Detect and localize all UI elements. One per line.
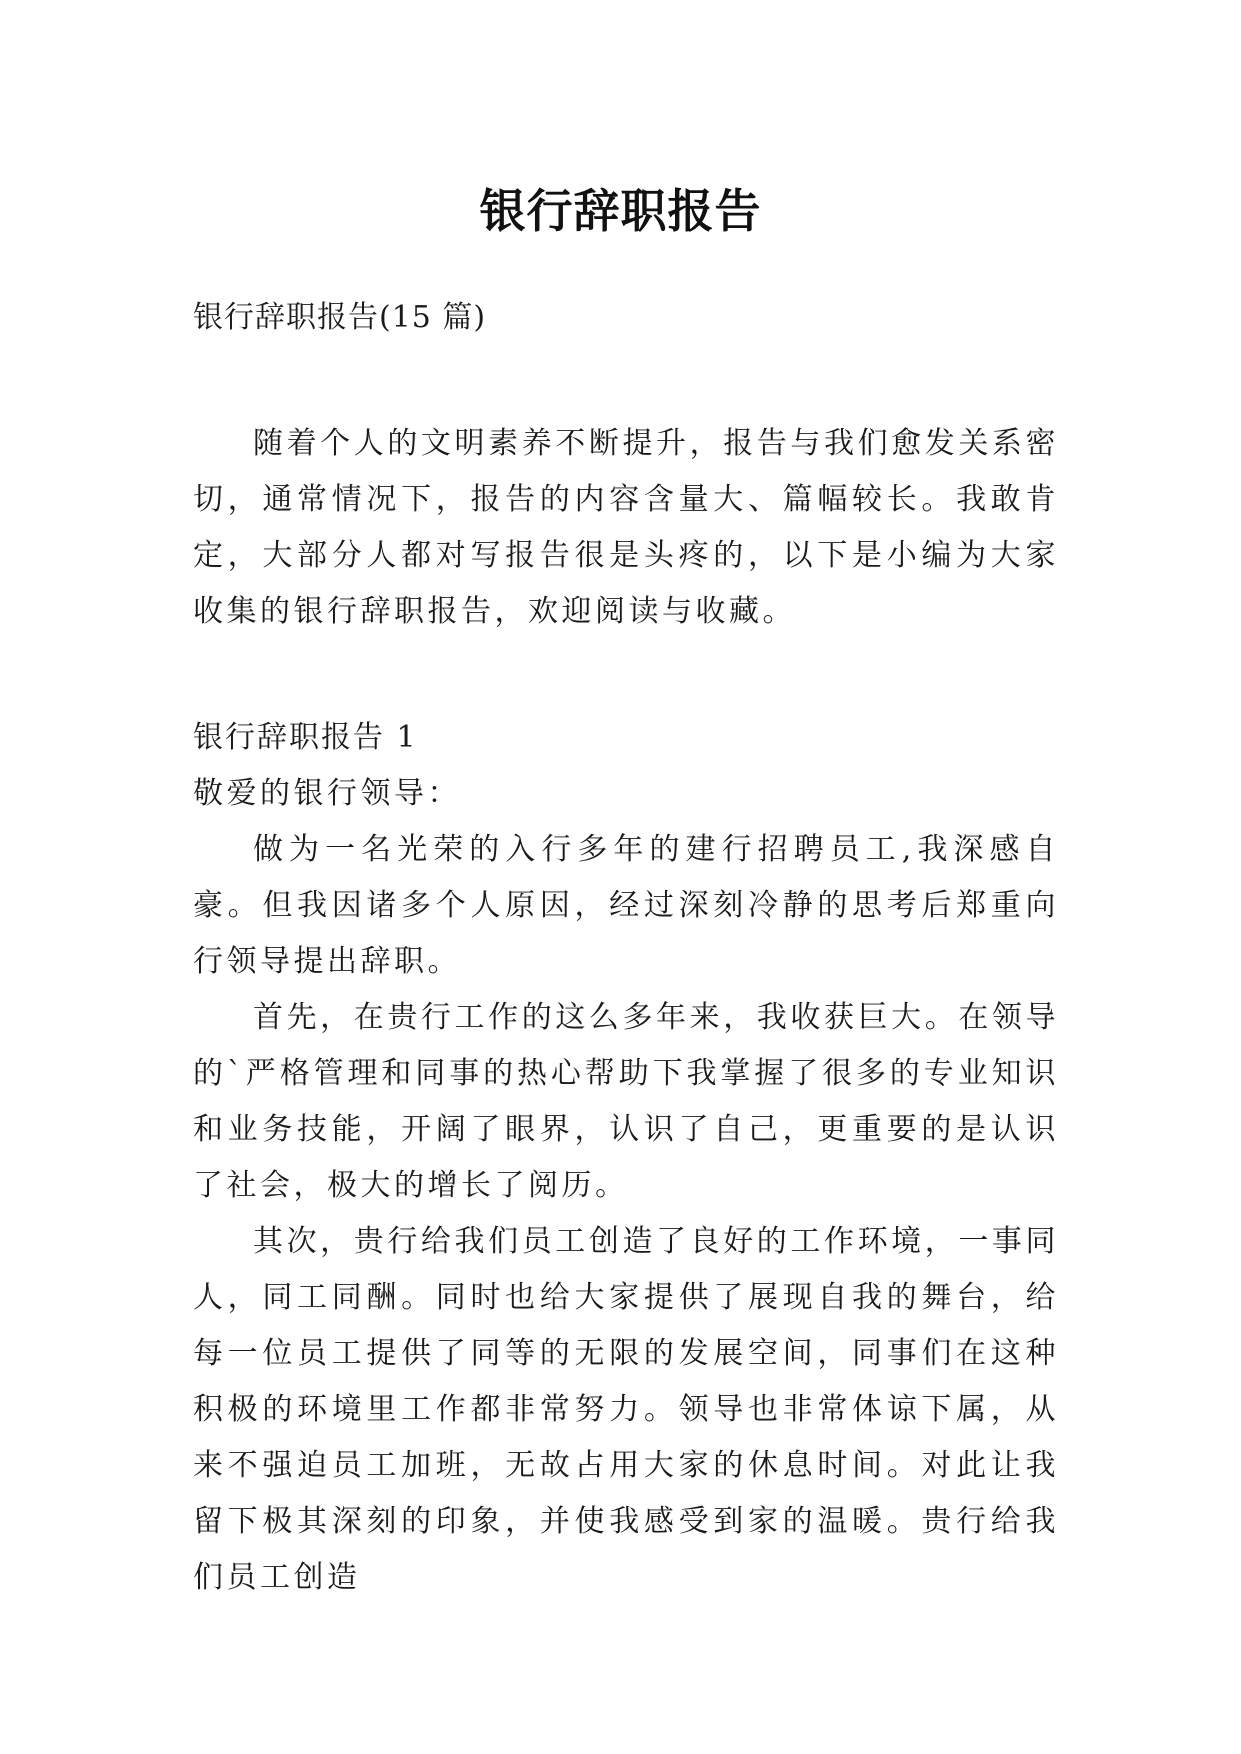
body-paragraph-1: 做为一名光荣的入行多年的建行招聘员工,我深感自豪。但我因诸多个人原因，经过深刻冷静的思考后郑重向行领导提出辞职。 — [193, 832, 1059, 979]
document-body — [193, 290, 1059, 1606]
document-subtitle: 银行辞职报告(15 篇) — [193, 300, 487, 335]
document-title: 银行辞职报告 — [479, 183, 762, 238]
body-paragraph-2: 首先，在贵行工作的这么多年来，我收获巨大。在领导的`严格管理和同事的热心帮助下我掌握了很多的专业知识和业务技能，开阔了眼界，认识了自己，更重要的是认识了社会，极大的增长了阅历。 — [193, 1000, 1059, 1203]
body-paragraph-3: 其次，贵行给我们员工创造了良好的工作环境，一事同人，同工同酬。同时也给大家提供了展现自我的舞台，给每一位员工提供了同等的无限的发展空间，同事们在这种积极的环境里工作都非常努力。领导也非常体谅下属，从来不强迫员工加班，无故占用大家的休息时间。对此让我留下极其深刻的印象，并使我感受到家的温暖。贵行给我们员工创造 — [193, 1224, 1059, 1595]
salutation: 敬爱的银行领导： — [193, 776, 461, 811]
section-title: 银行辞职报告 1 — [193, 720, 418, 755]
spacer — [193, 640, 1059, 710]
spacer — [193, 346, 1059, 416]
intro-paragraph: 随着个人的文明素养不断提升，报告与我们愈发关系密切，通常情况下，报告的内容含量大、篇幅较长。我敢肯定，大部分人都对写报告很是头疼的，以下是小编为大家收集的银行辞职报告，欢迎阅读与收藏。 — [193, 426, 1059, 629]
